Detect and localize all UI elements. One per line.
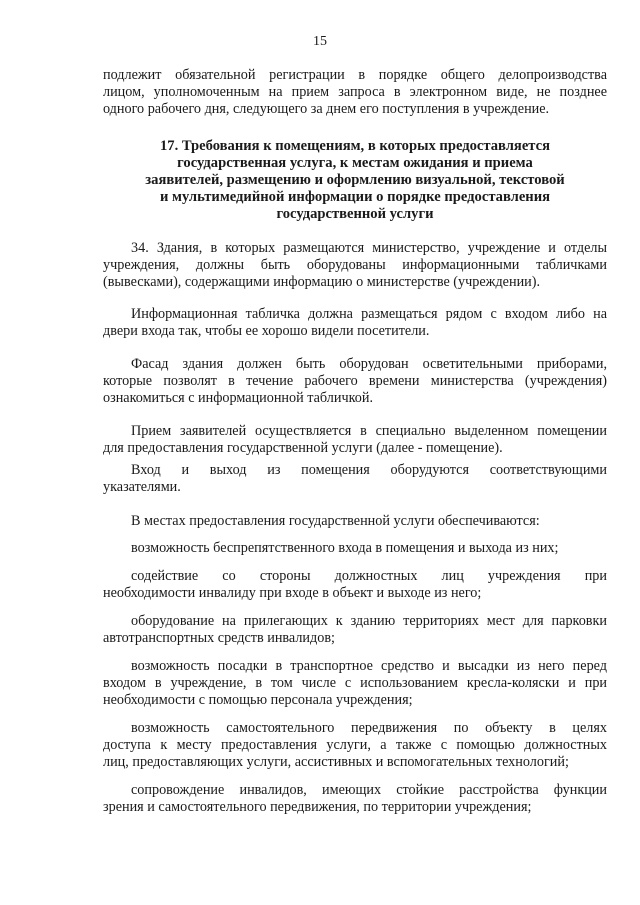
paragraph-line: Фасад здания должен быть оборудован осветительными приборами, bbox=[131, 356, 607, 372]
section-heading-line: 17. Требования к помещениям, в которых предоставляется bbox=[159, 138, 551, 154]
section-heading-line: и мультимедийной информации о порядке предоставления bbox=[159, 189, 551, 205]
paragraph-line: Вход и выход из помещения оборудуются соответствующими bbox=[131, 462, 607, 478]
paragraph-line: возможность беспрепятственного входа в помещения и выхода из них; bbox=[131, 540, 559, 556]
paragraph-line: указателями. bbox=[103, 479, 181, 495]
paragraph-line: необходимости инвалиду при входе в объект и выходе из него; bbox=[103, 585, 482, 601]
paragraph-line: возможность посадки в транспортное средство и высадки из него перед bbox=[131, 658, 607, 674]
paragraph-line: оборудование на прилегающих к зданию территориях мест для парковки bbox=[131, 613, 607, 629]
paragraph-line: зрения и самостоятельного передвижения, по территории учреждения; bbox=[103, 799, 532, 815]
section-heading-line: государственная услуга, к местам ожидания и приема bbox=[177, 155, 533, 171]
paragraph-line: автотранспортных средств инвалидов; bbox=[103, 630, 335, 646]
paragraph-line: которые позволят в течение рабочего времени министерства (учреждения) bbox=[103, 373, 607, 389]
paragraph-line: 34. Здания, в которых размещаются министерство, учреждение и отделы bbox=[131, 240, 607, 256]
paragraph-line: возможность самостоятельного передвижения по объекту в целях bbox=[131, 720, 607, 736]
paragraph-line: для предоставления государственной услуги (далее - помещение). bbox=[103, 440, 503, 456]
section-heading-line: заявителей, размещению и оформлению визуальной, текстовой bbox=[145, 172, 565, 188]
paragraph-line: содействие со стороны должностных лиц учреждения при bbox=[131, 568, 607, 584]
paragraph-line: учреждения, должны быть оборудованы информационными табличками bbox=[103, 257, 607, 273]
paragraph-line: необходимости с помощью персонала учреждения; bbox=[103, 692, 413, 708]
paragraph-line: ознакомиться с информационной табличкой. bbox=[103, 390, 374, 406]
paragraph-line: входом в учреждение, в том числе с использованием кресла-коляски и при bbox=[103, 675, 607, 691]
paragraph-line: В местах предоставления государственной услуги обеспечиваются: bbox=[131, 513, 540, 529]
paragraph-line: Прием заявителей осуществляется в специально выделенном помещении bbox=[131, 423, 607, 439]
paragraph-line: лиц, предоставляющих услуги, ассистивных и вспомогательных технологий; bbox=[103, 754, 569, 770]
paragraph-line: двери входа так, чтобы ее хорошо видели посетители. bbox=[103, 323, 430, 339]
paragraph-line: (вывесками), содержащими информацию о министерстве (учреждении). bbox=[103, 274, 541, 290]
paragraph-line: доступа к месту предоставления услуги, а также с помощью должностных bbox=[103, 737, 607, 753]
paragraph-line: Информационная табличка должна размещаться рядом с входом либо на bbox=[131, 306, 607, 322]
page-number: 15 bbox=[313, 34, 327, 49]
intro-line: лицом, уполномоченным на прием запроса в электронном виде, не позднее bbox=[103, 84, 607, 100]
section-heading-line: государственной услуги bbox=[276, 206, 434, 222]
intro-line: подлежит обязательной регистрации в порядке общего делопроизводства bbox=[103, 67, 607, 83]
paragraph-line: сопровождение инвалидов, имеющих стойкие расстройства функции bbox=[131, 782, 607, 798]
intro-line: одного рабочего дня, следующего за днем его поступления в учреждение. bbox=[103, 101, 550, 117]
